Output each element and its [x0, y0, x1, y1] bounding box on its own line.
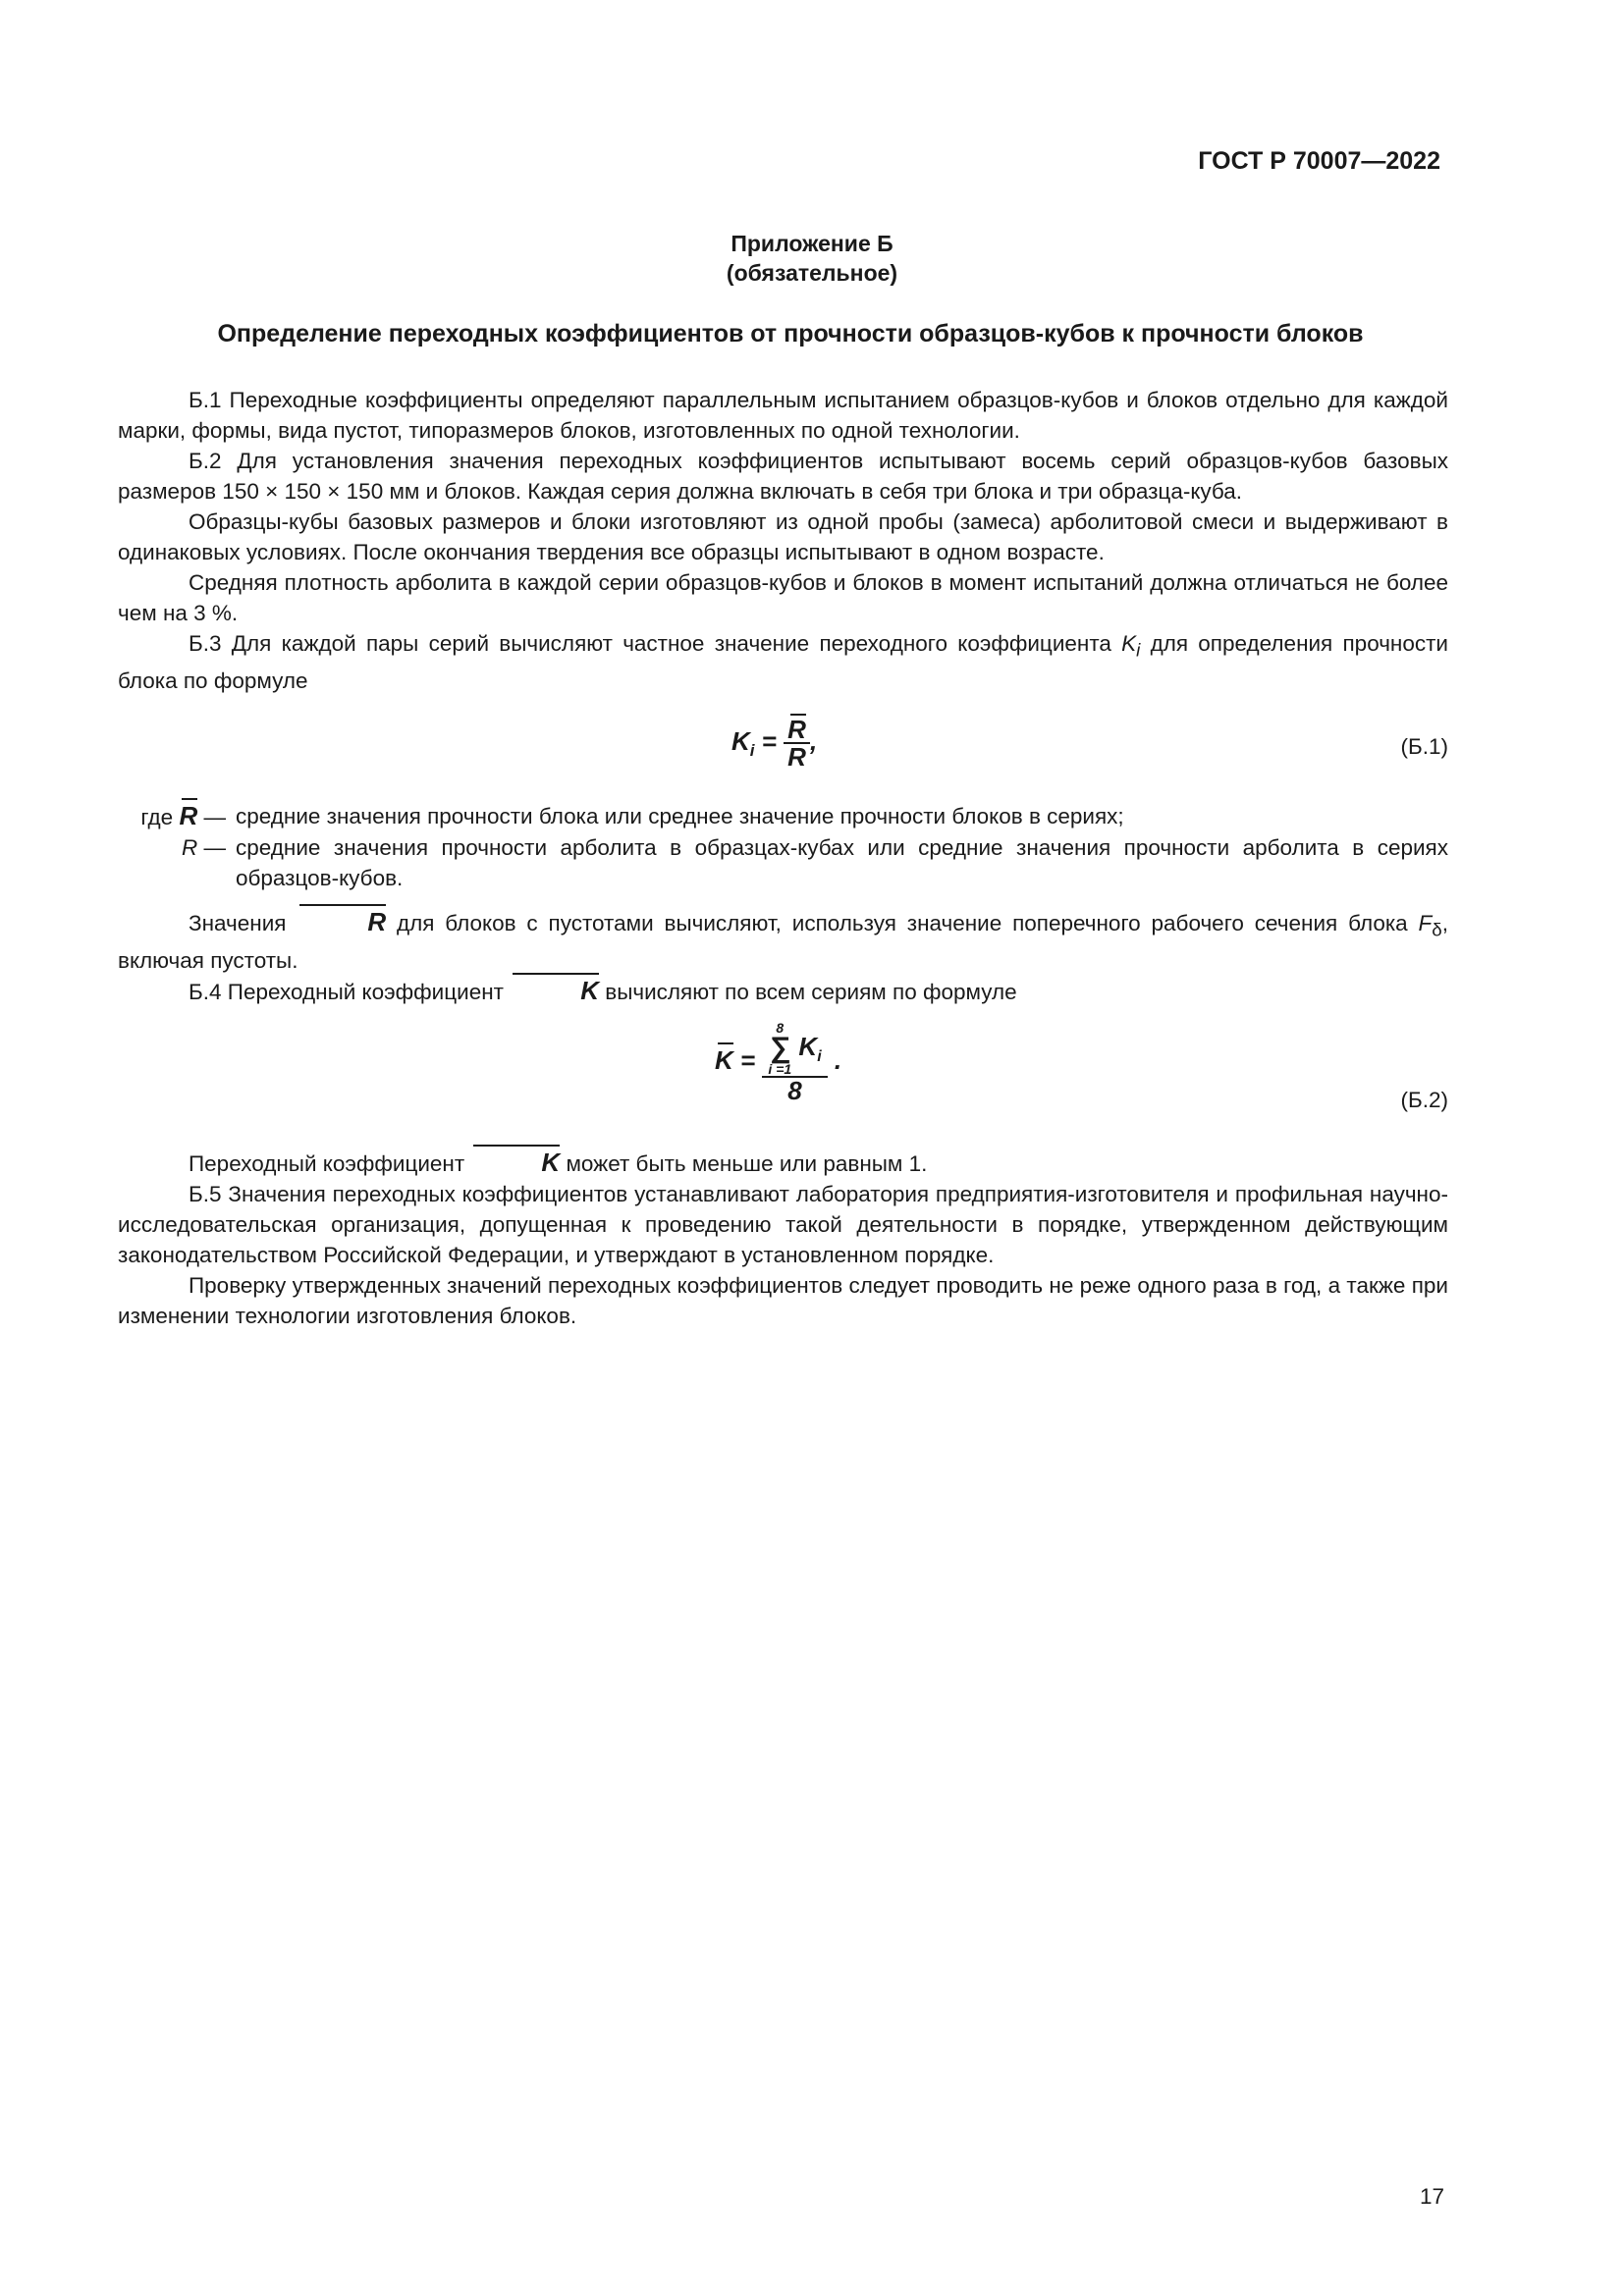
paragraph-density: Средняя плотность арболита в каждой серии образцов-кубов и блоков в момент испытаний должна отличаться не более чем на 3 %. — [118, 570, 1448, 625]
appendix-status: (обязательное) — [726, 260, 898, 286]
text-block-1 — [118, 385, 1448, 696]
definition-row: где R — средние значения прочности блока или среднее значение прочности блоков в сериях; — [140, 801, 1124, 830]
formula-b1: $K_i$ = $\frac{R}{R}$ , — [731, 715, 818, 772]
document-code: ГОСТ Р 70007—2022 — [1198, 147, 1440, 175]
paragraph-b3: Б.3 Для каждой пары серий вычисляют частное значение переходного коэффициента $K_i$ для определения прочности блока по формуле — [118, 631, 1448, 693]
paragraph-b4: Б.4 Переходный коэффициент K вычисляют по всем сериям по формуле — [189, 975, 1017, 1005]
paragraph-b2: Б.2 Для установления значения переходных коэффициентов испытывают восемь серий образцов-кубов базовых размеров 150 × 150 × 150 мм и блоков. Каждая серия должна включать в себя три блока и три образца-куба. — [118, 449, 1448, 504]
page-number: 17 — [1419, 2184, 1444, 2209]
formula-b2: K = 8 ∑ i =1 $K_i$ 8 . — [715, 1020, 842, 1105]
formula-b2-number: (Б.2) — [1400, 1088, 1448, 1112]
appendix-heading — [0, 229, 1624, 288]
formula-b1-number: (Б.1) — [1400, 734, 1448, 759]
paragraph-samples: Образцы-кубы базовых размеров и блоки изготовляют из одной пробы (замеса) арболитовой смеси и выдерживают в одинаковых условиях. После окончания твердения все образцы испытывают в одном возрасте. — [118, 509, 1448, 564]
paragraph-verification: Проверку утвержденных значений переходных коэффициентов следует проводить не реже одного раза в год, а также при изменении технологии изготовления блоков. — [118, 1273, 1448, 1328]
definition-row: R — средние значения прочности арболита в образцах-кубах или средние значения прочности арболита в сериях образцов-кубов. — [181, 835, 1448, 890]
definitions — [118, 801, 1448, 893]
paragraph-b5: Б.5 Значения переходных коэффициентов устанавливают лаборатория предприятия-изготовителя и профильная научно-исследовательская организация, допущенная к проведению такой деятельности в порядке, утвержденном действующим законодательством Российской Федерации, и утверждают в установленном порядке. — [118, 1182, 1448, 1267]
paragraph-values: Значения R для блоков с пустотами вычисляют, используя значение поперечного рабочего сечения блока $F_\delta$, включая пустоты. — [118, 907, 1448, 973]
paragraph-b1: Б.1 Переходные коэффициенты определяют параллельным испытанием образцов-кубов и блоков отдельно для каждой марки, формы, вида пустот, типоразмеров блоков, изготовленных по одной технологии. — [118, 388, 1448, 443]
section-title: Определение переходных коэффициентов от прочности образцов-кубов к прочности блоков — [217, 320, 1364, 347]
paragraph-k-limit: Переходный коэффициент K может быть меньше или равным 1. — [189, 1148, 928, 1177]
text-block-2 — [118, 907, 1448, 1007]
text-block-3 — [118, 1148, 1448, 1331]
appendix-title: Приложение Б — [731, 231, 893, 256]
